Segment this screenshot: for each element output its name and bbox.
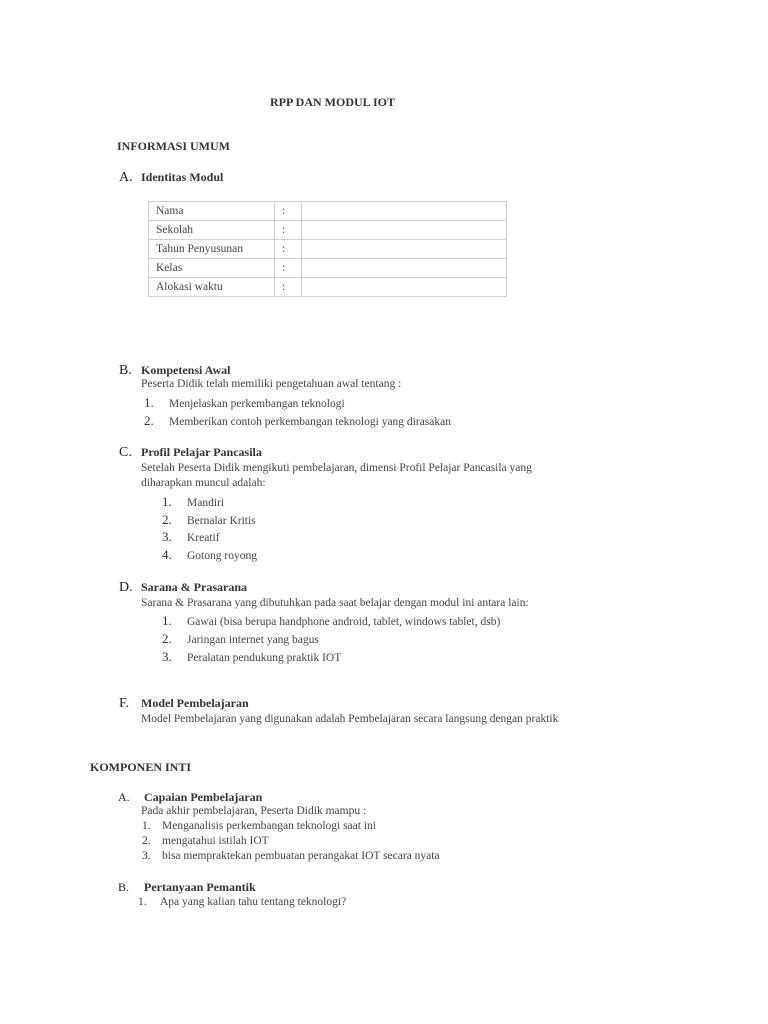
list-number: 3.: [142, 850, 151, 862]
section-letter: C.: [119, 445, 132, 460]
list-item: [138, 896, 346, 908]
list-text: Mandiri: [187, 497, 225, 509]
list-text: mengatahui istilah IOT: [162, 835, 269, 847]
list-text: Gawai (bisa berupa handphone android, tablet, windows tablet, dsb): [187, 616, 501, 628]
list-item: [162, 512, 256, 528]
table-cell-label: Sekolah: [149, 221, 275, 240]
page-title: RPP DAN MODUL IOT: [270, 95, 396, 109]
table-cell-label: Nama: [149, 202, 275, 221]
table-cell-label: Tahun Penyusunan: [149, 240, 275, 259]
list-item: [142, 835, 269, 847]
list-number: 4.: [162, 547, 172, 562]
section-letter: A.: [118, 790, 130, 804]
section-identitas-modul: [119, 170, 223, 186]
list-number: 2.: [162, 631, 172, 646]
table-cell-value: [302, 221, 507, 240]
capaian-intro: Pada akhir pembelajaran, Peserta Didik mampu :: [141, 805, 367, 817]
table-cell-value: [302, 240, 507, 259]
section-pertanyaan-pemantik: [118, 880, 256, 895]
section-model-pembelajaran: [119, 696, 249, 712]
section-letter: A.: [119, 170, 133, 185]
section-title: Identitas Modul: [141, 170, 224, 184]
section-letter: B.: [118, 880, 130, 894]
list-item: [144, 413, 451, 429]
table-cell-sep: :: [275, 278, 302, 297]
heading-informasi-umum: INFORMASI UMUM: [117, 139, 230, 153]
heading-komponen-inti: KOMPONEN INTI: [90, 760, 192, 774]
list-text: Apa yang kalian tahu tentang teknologi?: [160, 896, 347, 908]
table-cell-sep: :: [275, 259, 302, 278]
table-row: [149, 221, 507, 240]
list-number: 1.: [138, 896, 147, 908]
list-number: 3.: [162, 529, 172, 544]
list-text: Jaringan internet yang bagus: [187, 634, 319, 646]
section-capaian-pembelajaran: [118, 790, 262, 805]
identitas-table: [148, 201, 507, 297]
list-number: 2.: [162, 512, 172, 527]
table-cell-label: Alokasi waktu: [149, 278, 275, 297]
table-cell-sep: :: [275, 202, 302, 221]
section-profil-pelajar: [119, 445, 262, 461]
table-cell-value: [302, 278, 507, 297]
list-number: 1.: [162, 613, 172, 628]
list-number: 1.: [144, 395, 154, 410]
list-text: Kreatif: [187, 532, 220, 544]
table-row: [149, 259, 507, 278]
table-row: [149, 240, 507, 259]
section-title: Pertanyaan Pemantik: [144, 880, 256, 894]
list-number: 1.: [142, 820, 151, 832]
list-item: [142, 850, 440, 862]
list-item: [162, 631, 319, 647]
section-sarana-prasarana: [119, 580, 247, 596]
list-item: [162, 529, 220, 545]
list-text: Bernalar Kritis: [187, 515, 256, 527]
section-kompetensi-awal: [119, 363, 230, 379]
table-cell-value: [302, 259, 507, 278]
section-title: Kompetensi Awal: [141, 363, 231, 377]
list-number: 2.: [144, 413, 154, 428]
section-letter: B.: [119, 363, 132, 378]
list-item: [142, 820, 376, 832]
table-cell-value: [302, 202, 507, 221]
list-item: [162, 494, 224, 510]
section-letter: D.: [119, 580, 133, 595]
list-text: Peralatan pendukung praktik IOT: [187, 652, 342, 664]
table-row: [149, 202, 507, 221]
list-item: [162, 547, 257, 563]
table-cell-label: Kelas: [149, 259, 275, 278]
list-text: Menganalisis perkembangan teknologi saat ini: [162, 820, 376, 832]
list-item: [162, 613, 500, 629]
section-title: Model Pembelajaran: [141, 696, 249, 710]
model-text: Model Pembelajaran yang digunakan adalah Pembelajaran secara langsung dengan praktik: [141, 713, 559, 725]
list-text: bisa mempraktekan pembuatan perangakat IOT secara nyata: [162, 850, 440, 862]
table-cell-sep: :: [275, 240, 302, 259]
profil-intro-line-1: Setelah Peserta Didik mengikuti pembelajaran, dimensi Profil Pelajar Pancasila yang: [141, 462, 532, 474]
section-letter: F.: [119, 696, 130, 711]
list-text: Memberikan contoh perkembangan teknologi yang dirasakan: [169, 416, 451, 428]
section-title: Profil Pelajar Pancasila: [141, 445, 262, 459]
list-text: Gotong royong: [187, 550, 257, 562]
sarana-intro: Sarana & Prasarana yang dibutuhkan pada saat belajar dengan modul ini antara lain:: [141, 597, 529, 609]
list-item: [162, 649, 341, 665]
table-cell-sep: :: [275, 221, 302, 240]
kompetensi-intro: Peserta Didik telah memiliki pengetahuan awal tentang :: [141, 378, 402, 390]
section-title: Capaian Pembelajaran: [144, 790, 263, 804]
list-number: 3.: [162, 649, 172, 664]
table-row: [149, 278, 507, 297]
list-number: 1.: [162, 494, 172, 509]
section-title: Sarana & Prasarana: [141, 580, 247, 594]
list-text: Menjelaskan perkembangan teknologi: [169, 398, 345, 410]
list-item: [144, 395, 345, 411]
list-number: 2.: [142, 835, 151, 847]
profil-intro-line-2: diharapkan muncul adalah:: [141, 477, 266, 489]
